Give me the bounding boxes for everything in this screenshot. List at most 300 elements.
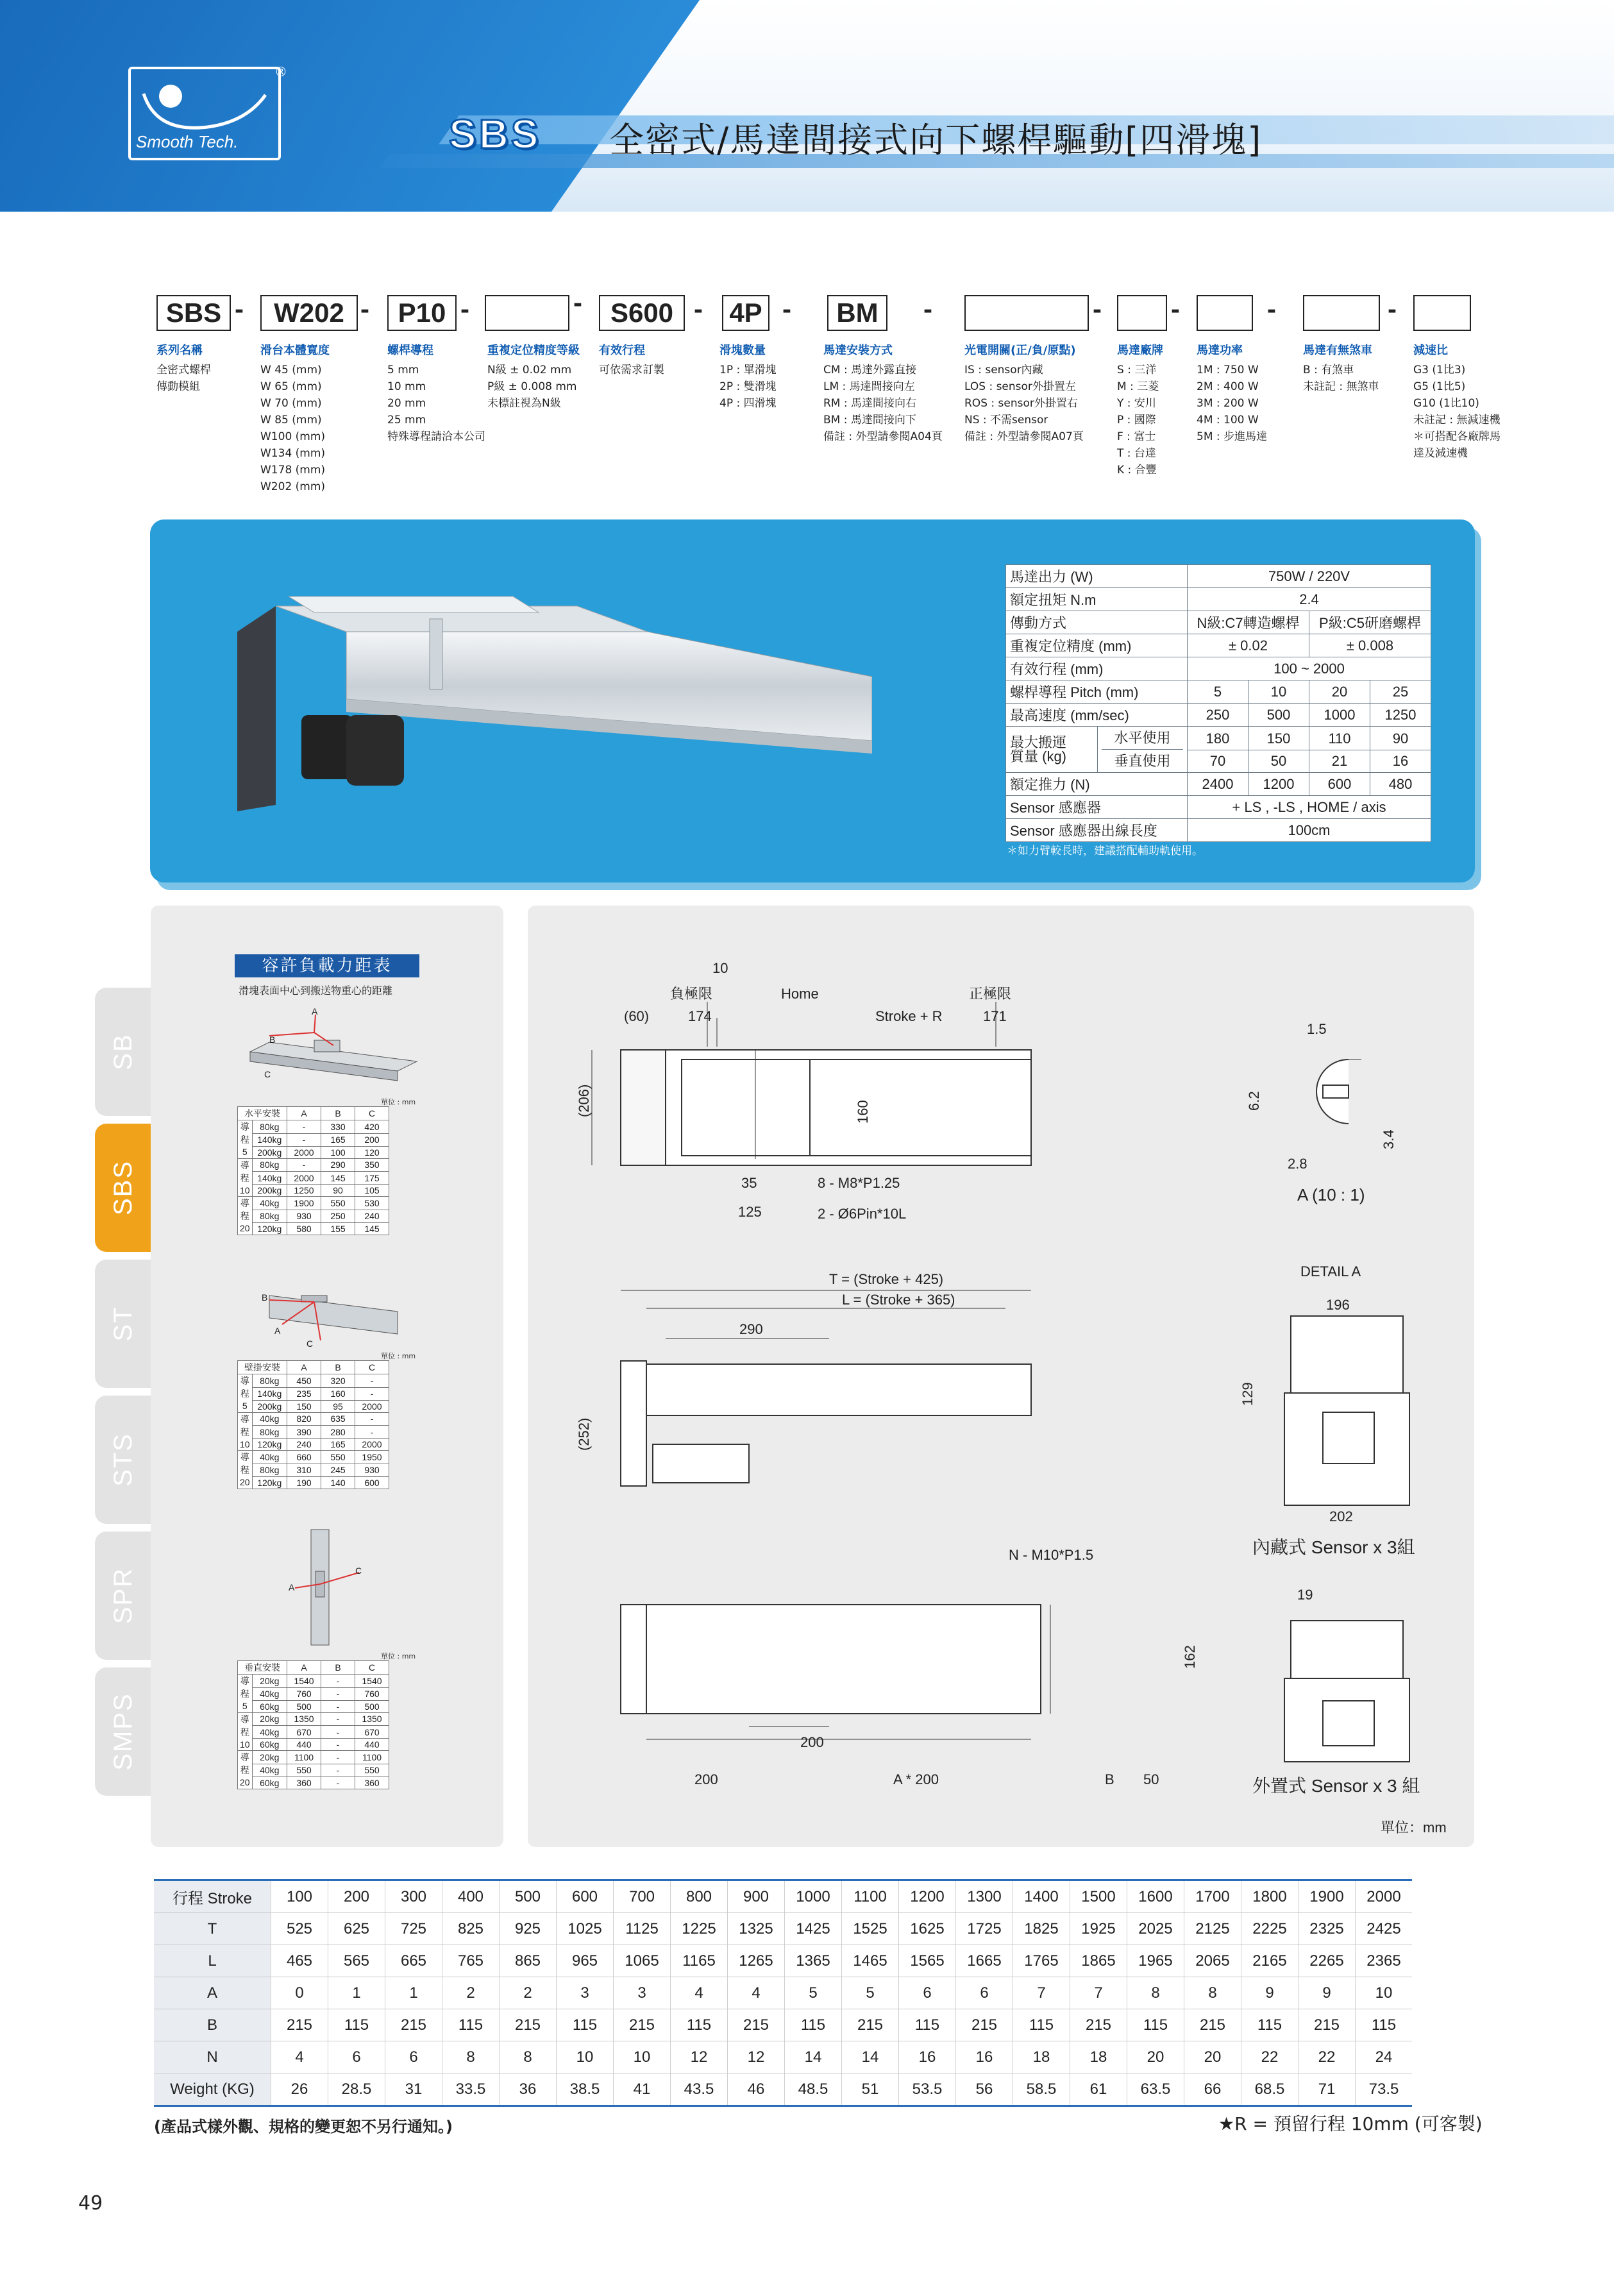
table-cell: 10 <box>557 2041 614 2073</box>
load-cell: - <box>321 1777 355 1789</box>
load-cell: 200 <box>355 1133 389 1146</box>
table-cell: 8 <box>500 2041 557 2073</box>
load-cell: 80kg <box>252 1210 287 1222</box>
dim-206: (206) <box>576 1084 592 1117</box>
load-cell: 100 <box>321 1146 355 1158</box>
legend-line: W134 (mm) <box>260 447 326 460</box>
horizontal-load-figure <box>244 1007 436 1090</box>
legend-column <box>1197 342 1267 445</box>
load-cell: - <box>355 1387 389 1400</box>
table-row <box>154 1880 1412 1913</box>
table-cell: 48.5 <box>785 2073 842 2106</box>
table-cell: 1100 <box>842 1880 899 1913</box>
load-cell: 310 <box>287 1464 321 1476</box>
table-cell: 1225 <box>671 1913 728 1945</box>
row-header: T <box>154 1913 271 1945</box>
load-cell: 2000 <box>355 1439 389 1451</box>
load-cell: 1350 <box>355 1712 389 1726</box>
load-cell: 360 <box>287 1777 321 1789</box>
dim-202: 202 <box>1329 1508 1353 1524</box>
load-cell: 2000 <box>287 1146 321 1158</box>
series-title: SBS <box>449 111 541 157</box>
dim-125: 125 <box>738 1204 762 1220</box>
home-label: Home <box>781 986 819 1002</box>
table-cell: 56 <box>956 2073 1013 2106</box>
table-cell: 10 <box>1356 1977 1413 2009</box>
load-header-cell: B <box>321 1361 355 1374</box>
load-cell: 245 <box>321 1464 355 1476</box>
legend-line: 傳動模組 <box>156 380 200 393</box>
table-cell: 725 <box>385 1913 442 1945</box>
load-lead-cell: 5 <box>238 1146 253 1158</box>
registered-mark: ® <box>274 64 287 80</box>
load-cell: 140kg <box>252 1387 287 1400</box>
code-dash: - <box>360 294 369 324</box>
load-cell: - <box>321 1675 355 1688</box>
dim-a-200: A * 200 <box>893 1771 939 1787</box>
brand-name: Smooth Tech. <box>136 132 239 151</box>
table-cell: 5 <box>842 1977 899 2009</box>
legend-column <box>599 342 664 378</box>
load-cell: 145 <box>321 1172 355 1185</box>
dim-171: 171 <box>983 1008 1007 1024</box>
load-cell: 660 <box>287 1451 321 1464</box>
tab-sbs[interactable]: SBS <box>95 1124 151 1252</box>
load-cell: 1250 <box>287 1185 321 1197</box>
legend-line: M : 三菱 <box>1117 380 1159 393</box>
load-cell: 550 <box>321 1197 355 1210</box>
table-cell: 22 <box>1241 2041 1299 2073</box>
load-cell: 600 <box>355 1476 389 1489</box>
load-header-cell: C <box>355 1361 389 1374</box>
dim-1-5: 1.5 <box>1307 1021 1327 1037</box>
table-cell: 2365 <box>1356 1945 1413 1977</box>
load-lead-cell: 程 <box>238 1387 253 1400</box>
table-cell: 215 <box>1070 2009 1127 2041</box>
table-cell: 665 <box>385 1945 442 1977</box>
product-illustration <box>237 593 872 811</box>
legend-line: RM : 馬達間接向右 <box>823 397 917 410</box>
table-cell: 115 <box>1241 2009 1299 2041</box>
code-mount: BM <box>827 295 887 331</box>
code-brake <box>1303 295 1380 331</box>
table-cell: 600 <box>557 1880 614 1913</box>
load-cell: 160 <box>321 1387 355 1400</box>
table-cell: 215 <box>271 2009 328 2041</box>
dim-129: 129 <box>1240 1382 1256 1406</box>
table-cell: 1600 <box>1127 1880 1184 1913</box>
load-cell: - <box>355 1412 389 1426</box>
load-cell: 145 <box>355 1222 389 1235</box>
load-cell: 580 <box>287 1222 321 1235</box>
drawing-unit: 單位：mm <box>1381 1819 1447 1836</box>
table-cell: 71 <box>1299 2073 1356 2106</box>
legend-column <box>719 342 777 412</box>
legend-line: ＊可搭配各廠牌馬 <box>1413 430 1501 443</box>
table-cell: 1165 <box>671 1945 728 1977</box>
table-cell: 0 <box>271 1977 328 2009</box>
load-cell: - <box>321 1751 355 1764</box>
row-header: N <box>154 2041 271 2073</box>
legend-line: 5M : 步進馬達 <box>1197 430 1268 443</box>
load-cell: 360 <box>355 1777 389 1789</box>
legend-line: 4M : 100 W <box>1197 414 1259 426</box>
legend-line: G10 (1比10) <box>1413 397 1479 410</box>
table-cell: 1265 <box>728 1945 785 1977</box>
legend-heading: 滑塊數量 <box>719 344 766 357</box>
legend-line: T : 台達 <box>1117 447 1156 460</box>
table-cell: 1565 <box>899 1945 956 1977</box>
load-cell: 2000 <box>355 1400 389 1412</box>
table-cell: 1065 <box>614 1945 671 1977</box>
table-cell: 1025 <box>557 1913 614 1945</box>
load-cell: 440 <box>287 1739 321 1751</box>
table-cell: 215 <box>728 2009 785 2041</box>
load-cell: 500 <box>355 1700 389 1712</box>
table-cell: 26 <box>271 2073 328 2106</box>
load-cell: 930 <box>355 1464 389 1476</box>
load-header-cell: B <box>321 1107 355 1120</box>
legend-line: W 65 (mm) <box>260 380 322 393</box>
table-cell: 38.5 <box>557 2073 614 2106</box>
load-cell: 60kg <box>252 1700 287 1712</box>
reserve-note: ★R = 預留行程 10mm (可客製) <box>1218 2113 1483 2134</box>
load-cell: 105 <box>355 1185 389 1197</box>
dimension-drawing <box>528 906 1474 1847</box>
load-unit: 單位 : mm <box>381 1352 416 1360</box>
load-cell: 670 <box>355 1726 389 1739</box>
load-cell: 120 <box>355 1146 389 1158</box>
table-cell: 215 <box>842 2009 899 2041</box>
table-cell: 63.5 <box>1127 2073 1184 2106</box>
table-cell: 115 <box>899 2009 956 2041</box>
table-cell: 1000 <box>785 1880 842 1913</box>
table-cell: 100 <box>271 1880 328 1913</box>
dim-200-b: 200 <box>694 1771 718 1787</box>
legend-line: 未註記 : 無煞車 <box>1303 380 1379 393</box>
table-cell: 800 <box>671 1880 728 1913</box>
axis-b-label: B <box>269 1034 276 1045</box>
load-lead-cell: 程 <box>238 1172 253 1185</box>
table-cell: 115 <box>1127 2009 1184 2041</box>
axis-c-label: C <box>355 1566 362 1576</box>
legend-line: W 70 (mm) <box>260 397 322 410</box>
load-cell: 165 <box>321 1133 355 1146</box>
legend-line: W202 (mm) <box>260 480 326 493</box>
load-cell: 60kg <box>252 1777 287 1789</box>
page-title: 全密式/馬達間接式向下螺桿驅動[四滑塊] <box>609 120 1263 160</box>
legend-line: G5 (1比5) <box>1413 380 1466 393</box>
load-lead-cell: 導 <box>238 1374 253 1388</box>
table-cell: 300 <box>385 1880 442 1913</box>
legend-heading: 系列名稱 <box>156 344 203 357</box>
load-cell: 95 <box>321 1400 355 1412</box>
legend-heading: 減速比 <box>1413 344 1448 357</box>
table-cell: 215 <box>956 2009 1013 2041</box>
legend-line: W100 (mm) <box>260 430 326 443</box>
legend-line: B : 有煞車 <box>1303 364 1354 376</box>
load-cell: - <box>321 1700 355 1712</box>
table-cell: 215 <box>1299 2009 1356 2041</box>
legend-line: W178 (mm) <box>260 464 326 477</box>
code-dash: - <box>923 294 932 324</box>
load-cell: 40kg <box>252 1764 287 1777</box>
table-row <box>154 1977 1412 2009</box>
legend-column <box>156 342 211 395</box>
load-header-cell: 垂直安裝 <box>238 1661 287 1675</box>
vertical-load-figure <box>282 1526 410 1648</box>
load-cell: 235 <box>287 1387 321 1400</box>
legend-line: ROS : sensor外掛置右 <box>964 397 1078 410</box>
code-dash: - <box>694 294 703 324</box>
load-lead-cell: 程 <box>238 1764 253 1777</box>
table-cell: 3 <box>557 1977 614 2009</box>
load-cell: 20kg <box>252 1751 287 1764</box>
load-cell: 80kg <box>252 1374 287 1388</box>
load-cell: 350 <box>355 1158 389 1172</box>
pos-limit-label: 正極限 <box>969 986 1012 1002</box>
load-cell: 60kg <box>252 1739 287 1751</box>
table-cell: 1200 <box>899 1880 956 1913</box>
legend-heading: 螺桿導程 <box>387 344 433 357</box>
code-width: W202 <box>260 295 358 331</box>
code-motor-power <box>1197 295 1253 331</box>
load-cell: - <box>355 1426 389 1439</box>
table-cell: 51 <box>842 2073 899 2106</box>
table-cell: 4 <box>671 1977 728 2009</box>
load-cell: 390 <box>287 1426 321 1439</box>
table-cell: 9 <box>1241 1977 1299 2009</box>
load-cell: 1350 <box>287 1712 321 1726</box>
legend-line: 1M : 750 W <box>1197 364 1259 376</box>
legend-line: G3 (1比3) <box>1413 364 1466 376</box>
table-cell: 1125 <box>614 1913 671 1945</box>
code-dash: - <box>573 287 582 317</box>
load-lead-cell: 程 <box>238 1726 253 1739</box>
load-cell: 500 <box>287 1700 321 1712</box>
load-cell: 1900 <box>287 1197 321 1210</box>
tab-st[interactable]: ST <box>95 1260 151 1388</box>
table-row <box>154 2041 1412 2073</box>
load-cell: 550 <box>287 1764 321 1777</box>
load-lead-cell: 5 <box>238 1700 253 1712</box>
load-cell: 330 <box>321 1120 355 1134</box>
load-lead-cell: 導 <box>238 1120 253 1134</box>
table-row <box>154 1945 1412 1977</box>
table-cell: 18 <box>1013 2041 1070 2073</box>
table-cell: 20 <box>1184 2041 1241 2073</box>
legend-line: 未註記 : 無減速機 <box>1413 414 1501 426</box>
load-cell: - <box>287 1158 321 1172</box>
load-unit: 單位 : mm <box>381 1098 416 1106</box>
axis-c-label: C <box>264 1069 271 1079</box>
table-cell: 1500 <box>1070 1880 1127 1913</box>
table-cell: 28.5 <box>328 2073 385 2106</box>
code-dash: - <box>1267 294 1276 324</box>
load-cell: 550 <box>355 1764 389 1777</box>
table-cell: 58.5 <box>1013 2073 1070 2106</box>
load-header-cell: C <box>355 1661 389 1675</box>
legend-line: 3M : 200 W <box>1197 397 1259 410</box>
legend-line: F : 富士 <box>1117 430 1156 443</box>
load-cell: - <box>321 1739 355 1751</box>
axis-b-label: B <box>262 1292 268 1303</box>
row-header: B <box>154 2009 271 2041</box>
load-lead-cell: 10 <box>238 1739 253 1751</box>
dim-35: 35 <box>741 1175 757 1191</box>
table-cell: 1300 <box>956 1880 1013 1913</box>
axis-a-label: A <box>312 1007 318 1017</box>
table-cell: 1765 <box>1013 1945 1070 1977</box>
table-cell: 16 <box>899 2041 956 2073</box>
load-cell: 420 <box>355 1120 389 1134</box>
table-cell: 2225 <box>1241 1913 1299 1945</box>
legend-line: S : 三洋 <box>1117 364 1157 376</box>
code-dash: - <box>460 294 469 324</box>
load-cell: 40kg <box>252 1687 287 1700</box>
table-cell: 565 <box>328 1945 385 1977</box>
table-cell: 7 <box>1013 1977 1070 2009</box>
table-cell: 215 <box>500 2009 557 2041</box>
code-dash: - <box>235 294 244 324</box>
load-lead-cell: 20 <box>238 1222 253 1235</box>
table-cell: 115 <box>1013 2009 1070 2041</box>
t-equation: T = (Stroke + 425) <box>829 1271 944 1287</box>
table-cell: 1925 <box>1070 1913 1127 1945</box>
legend-heading: 馬達有無煞車 <box>1303 344 1372 357</box>
legend-line: 備註 : 外型請參閱A04頁 <box>823 430 943 443</box>
tab-sb[interactable]: SB <box>95 988 151 1116</box>
tab-sts[interactable]: STS <box>95 1396 151 1524</box>
load-cell: 290 <box>321 1158 355 1172</box>
load-lead-cell: 10 <box>238 1439 253 1451</box>
legend-line: NS : 不需sensor <box>964 414 1048 426</box>
table-cell: 1865 <box>1070 1945 1127 1977</box>
table-cell: 200 <box>328 1880 385 1913</box>
legend-line: 10 mm <box>387 380 426 393</box>
legend-heading: 馬達廠牌 <box>1117 344 1163 357</box>
load-cell: 820 <box>287 1412 321 1426</box>
table-cell: 900 <box>728 1880 785 1913</box>
dim-162: 162 <box>1182 1645 1198 1669</box>
pin-label: 2 - Ø6Pin*10L <box>818 1206 907 1222</box>
load-cell: 450 <box>287 1374 321 1388</box>
table-cell: 20 <box>1127 2041 1184 2073</box>
load-cell: 1100 <box>287 1751 321 1764</box>
table-cell: 465 <box>271 1945 328 1977</box>
table-cell: 765 <box>442 1945 500 1977</box>
table-cell: 33.5 <box>442 2073 500 2106</box>
legend-column <box>387 342 485 445</box>
legend-column <box>487 342 580 412</box>
load-cell: 40kg <box>252 1197 287 1210</box>
legend-line: Y : 安川 <box>1117 397 1156 410</box>
dim-50: 50 <box>1143 1771 1159 1787</box>
table-cell: 865 <box>500 1945 557 1977</box>
row-header: A <box>154 1977 271 2009</box>
load-cell: - <box>355 1374 389 1388</box>
load-cell: 120kg <box>252 1222 287 1235</box>
load-cell: 760 <box>355 1687 389 1700</box>
table-cell: 1665 <box>956 1945 1013 1977</box>
load-cell: 550 <box>321 1451 355 1464</box>
table-cell: 12 <box>728 2041 785 2073</box>
code-slides: 4P <box>722 295 769 331</box>
load-cell: - <box>321 1687 355 1700</box>
load-cell: 200kg <box>252 1400 287 1412</box>
tab-smps[interactable]: SMPS <box>95 1667 151 1796</box>
thread-m10-label: N - M10*P1.5 <box>1009 1547 1094 1563</box>
legend-column <box>1117 342 1163 478</box>
load-cell: 140 <box>321 1476 355 1489</box>
legend-line: N級 ± 0.02 mm <box>487 364 572 376</box>
load-lead-cell: 程 <box>238 1133 253 1146</box>
table-cell: 4 <box>271 2041 328 2073</box>
axis-c-label: C <box>307 1338 314 1349</box>
dim-19: 19 <box>1297 1587 1313 1603</box>
legend-line: W 85 (mm) <box>260 414 322 426</box>
table-cell: 1825 <box>1013 1913 1070 1945</box>
legend-line: 4P : 四滑塊 <box>719 397 777 410</box>
code-motor-brand <box>1117 295 1167 331</box>
load-cell: 530 <box>355 1197 389 1210</box>
load-lead-cell: 導 <box>238 1712 253 1726</box>
table-cell: 10 <box>614 2041 671 2073</box>
table-cell: 115 <box>785 2009 842 2041</box>
load-lead-cell: 20 <box>238 1476 253 1489</box>
load-cell: 80kg <box>252 1426 287 1439</box>
table-cell: 22 <box>1299 2041 1356 2073</box>
row-header: 行程 Stroke <box>154 1880 271 1913</box>
tab-spr[interactable]: SPR <box>95 1532 151 1660</box>
load-lead-cell: 程 <box>238 1464 253 1476</box>
horizontal-load-table <box>237 1106 389 1235</box>
load-lead-cell: 導 <box>238 1158 253 1172</box>
table-cell: 115 <box>557 2009 614 2041</box>
load-cell: - <box>321 1764 355 1777</box>
legend-line: P : 國際 <box>1117 414 1156 426</box>
legend-column <box>1413 342 1501 462</box>
footer-note: (產品式樣外觀、規格的變更恕不另行通知。) <box>154 2118 453 2136</box>
legend-line: 全密式螺桿 <box>156 364 211 376</box>
table-cell: 1400 <box>1013 1880 1070 1913</box>
table-cell: 24 <box>1356 2041 1413 2073</box>
load-header-cell: A <box>287 1361 321 1374</box>
load-lead-cell: 20 <box>238 1777 253 1789</box>
legend-heading: 馬達安裝方式 <box>823 344 893 357</box>
dim-60: (60) <box>624 1008 650 1024</box>
table-cell: 400 <box>442 1880 500 1913</box>
load-lead-cell: 導 <box>238 1675 253 1688</box>
load-cell: - <box>321 1726 355 1739</box>
row-header: Weight (KG) <box>154 2073 271 2106</box>
load-cell: 1950 <box>355 1451 389 1464</box>
dim-6-2: 6.2 <box>1246 1091 1262 1111</box>
load-cell: 90 <box>321 1185 355 1197</box>
table-row <box>154 1913 1412 1945</box>
load-cell: 40kg <box>252 1726 287 1739</box>
legend-line: IS : sensor內藏 <box>964 364 1043 376</box>
table-cell: 6 <box>899 1977 956 2009</box>
code-reducer <box>1413 295 1471 331</box>
legend-line: P級 ± 0.008 mm <box>487 380 577 393</box>
table-cell: 1965 <box>1127 1945 1184 1977</box>
legend-heading: 有效行程 <box>599 344 645 357</box>
load-lead-cell: 10 <box>238 1185 253 1197</box>
dim-200-a: 200 <box>800 1734 824 1750</box>
spec-note: ＊如力臂較長時，建議搭配輔助軌使用。 <box>1007 845 1203 857</box>
table-cell: 1700 <box>1184 1880 1241 1913</box>
